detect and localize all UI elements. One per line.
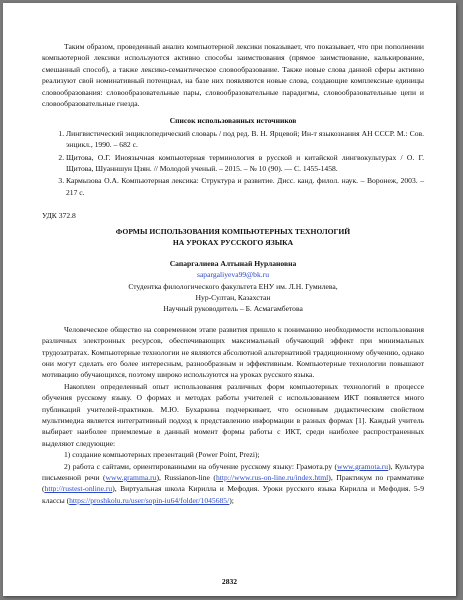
article-title-line: ФОРМЫ ИСПОЛЬЗОВАНИЯ КОМПЬЮТЕРНЫХ ТЕХНОЛОГИЙ (115, 226, 351, 236)
link-proshkolu[interactable]: https://proshkolu.ru/user/sopin-iu64/folder/1045685/ (69, 495, 230, 505)
list-item-text: ), Russianon-line ( (156, 473, 216, 482)
article-title-line: НА УРОКАХ РУССКОГО ЯЗЫКА (172, 237, 294, 247)
list-item-text: 2) работа с сайтами, ориентированными на обучение русскому языку: Грамота.ру ( (64, 461, 338, 471)
body-paragraph: Накоплен определенный опыт использования различных форм компьютерных технологий в процессе обучения русскому языку. О формах и методах работы учителей с использованием ИКТ появляется много публикаций учителей-практиков. М.Ю. Бухаркина подчеркивает, что основным дидактическим свойством мультимедиа является интегративный подход к представлению информации в разных формах [1]. Каждый учитель выбирает наиболее приемлемые в данный момент формы работы с ИКТ, среди наиболее распространенных выделяют следующие: (42, 381, 424, 448)
link-gramma[interactable]: www.gramma.ru (105, 473, 157, 482)
list-item (42, 461, 424, 507)
author-block (42, 258, 424, 315)
document-page (3, 3, 456, 596)
author-email[interactable]: sapargaliyeva99@bk.ru (196, 270, 269, 280)
page-number: 2832 (221, 577, 238, 586)
reference-item: 1. Лингвистический энциклопедический словарь / под ред. В. Н. Ярцевой; Ин-т языкознания АН СССР. М.: Сов. энцикл., 1990. – 682 с. (66, 128, 424, 151)
article-title (42, 226, 424, 248)
list-item-text: ); (229, 495, 234, 505)
list-item-text: ), Виртуальная школа Кирилла и Мефодия. Уроки русского языка Кирилла и Мефодия. 5-9 классы ( (42, 484, 424, 505)
page-content (42, 41, 424, 506)
reference-item: 3. Кармызова О.А. Компьютерная лексика: Структура и развитие. Дисс. канд. филол. наук. – Воронеж, 2003. – 217 с. (66, 175, 424, 198)
author-affiliation: Студентка филологического факультета ЕНУ им. Л.Н. Гумилева, (128, 281, 338, 291)
link-rus-on-line[interactable]: http://www.rus-on-line.ru/index.html (215, 473, 329, 482)
references-title: Список использованных источников (169, 116, 297, 126)
list-item: 1) создание компьютерных презентаций (Power Point, Prezi); (64, 450, 260, 460)
supervisor: Научный руководитель – Б. Асмагамбетова (163, 304, 303, 314)
references-list (42, 128, 424, 198)
author-city: Нур-Султан, Казахстан (195, 292, 271, 302)
reference-item: 2. Щитова, О.Г. Иноязычная компьютерная терминология в русской и китайской лингвокультурах / О. Г. Щитова, Шуанншун Цзян. // Молодой ученый. – 2015. – № 10 (90). — С. 1455-1458. (66, 152, 424, 175)
link-rustest[interactable]: http://rustest-online.ru (44, 484, 113, 494)
list-item-text: ), Культура письменной речи ( (42, 461, 424, 482)
link-gramota[interactable]: www.gramota.ru (337, 461, 389, 471)
list-item-text: ), Практикум по грамматике ( (42, 473, 425, 494)
body-paragraph: Человеческое общество на современном этапе развития пришло к пониманию необходимости использования различных электронных ресурсов, обеспечивающих максимальный обучающий эффект при минимальных трудозатратах. Компьютерные технологии не являются абсолютной альтернативой традиционному обучению, однако они могут сделать его более интересным, разнообразным и эффективным. Компьютерные технологии повышают мотивацию обучающихся, поэтому широко используются на уроках русского языка. (42, 324, 424, 380)
author-name: Сапаргалиева Алтынай Нурлановна (169, 258, 297, 268)
summary-paragraph: Таким образом, проведенный анализ компьютерной лексики показывает, что показывает, что при пополнении компьютерной лексики используются активно способы заимствования (прямое заимствование, калькирование, смешанный способ), а также лексико-семантическое словообразование. Также новые слова данной сферы активно реализуют свой номинативный потенциал, на базе них появляются новые слова, создающие комплексные единицы словообразования: словообразовательные пары, словообразовательные парадигмы, словообразовательные цепи и словообразовательные гнезда. (42, 42, 424, 109)
udk-code: УДК 372.8 (42, 211, 76, 221)
